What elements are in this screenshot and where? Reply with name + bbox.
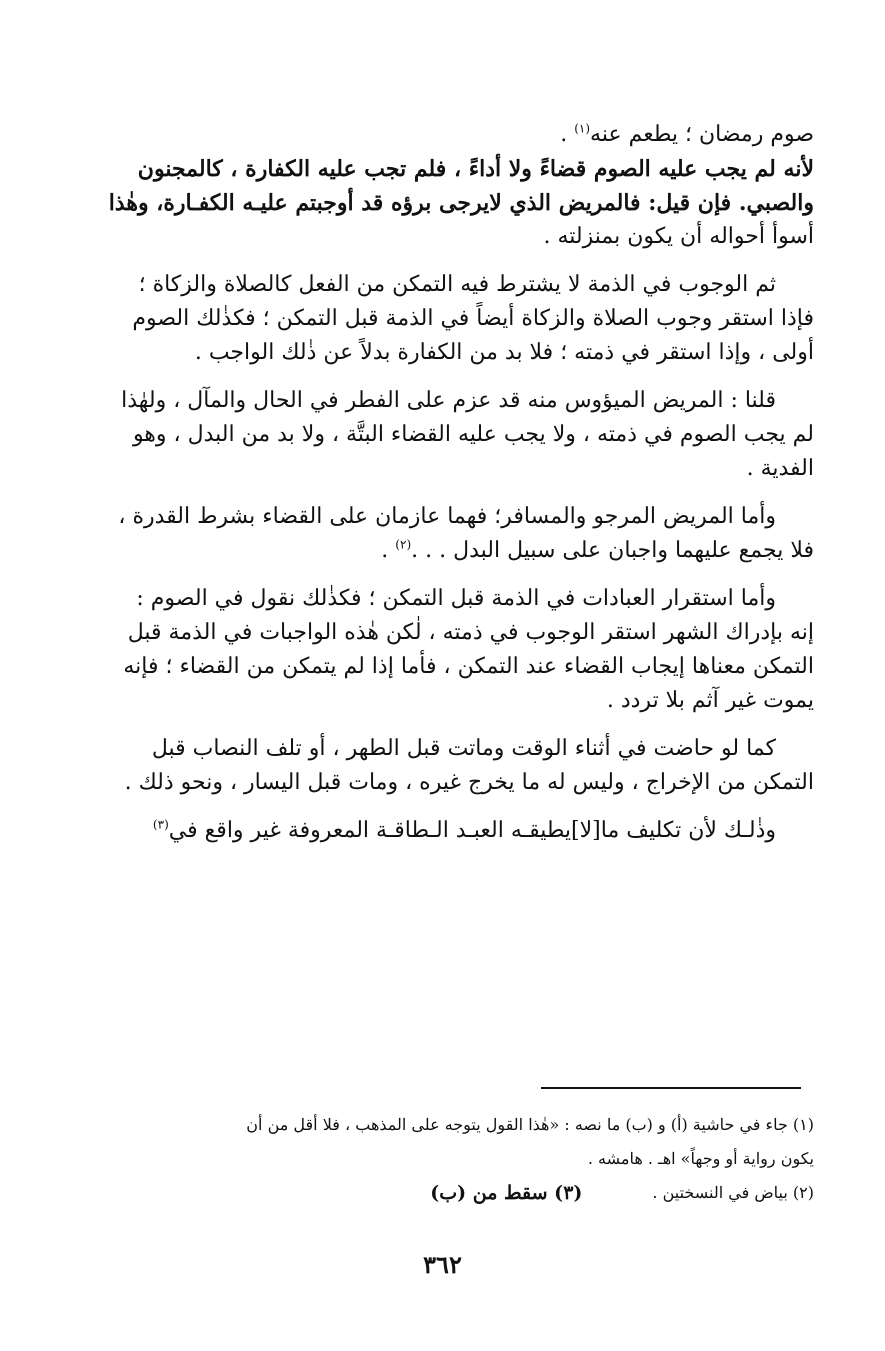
body-line-16: يموت غير آثم بلا تردد .	[606, 688, 814, 713]
body-line-12: فلا يجمع عليهما واجبان على سبيل البدل . . .$^{(٢)}$ .	[381, 537, 814, 563]
body-line-13: وأما استقرار العبادات في الذمة قبل التمكن ؛ فكذٰلك نقول في الصوم :	[136, 586, 776, 611]
body-line-9: لم يجب الصوم في ذمته ، ولا يجب عليه القضاء البتَّة ، ولا بد من البدل ، وهو	[132, 422, 814, 447]
body-line-17: كما لو حاضت في أثناء الوقت وماتت قبل الطهر ، أو تلف النصاب قبل	[151, 736, 776, 761]
body-line-14: إنه بإدراك الشهر استقر الوجوب في ذمته ، لٰكن هٰذه الواجبات في الذمة قبل	[127, 620, 814, 645]
body-line-7: أولى ، وإذا استقر في ذمته ؛ فلا بد من الكفارة بدلاً عن ذٰلك الواجب .	[194, 340, 814, 365]
body-line-3: والصبي. فإن قيل: فالمريض الذي لايرجى برؤه قد أوجبتم عليـه الكفـارة، وهٰذا	[108, 190, 814, 216]
footnote-1-line-1: (١) جاء في حاشية (أ) و (ب) ما نصه : «هٰذا القول يتوجه على المذهب ، فلا أقل من أن	[246, 1115, 814, 1134]
body-line-4: أسوأ أحواله أن يكون بمنزلته .	[543, 224, 814, 249]
footnote-3: (٣) سقط من (ب)	[430, 1182, 583, 1204]
body-line-1: صوم رمضان ؛ يطعم عنه$^{(١)}$ .	[560, 121, 814, 147]
body-line-6: فإذا استقر وجوب الصلاة والزكاة أيضاً في الذمة قبل التمكن ؛ فكذٰلك الصوم	[132, 306, 814, 331]
body-line-5: ثم الوجوب في الذمة لا يشترط فيه التمكن من الفعل كالصلاة والزكاة ؛	[138, 272, 776, 297]
footnote-ref-3[interactable]: (٣)	[152, 817, 169, 832]
body-line-15: التمكن معناها إيجاب القضاء عند التمكن ، فأما إذا لم يتمكن من القضاء ؛ فإنه	[123, 654, 814, 679]
body-line-19: وذٰلـك لأن تكليف ما[لا]يطيقـه العبـد الـطاقـة المعروفة غير واقع في$^{(٣)}$	[152, 817, 776, 843]
body-line-2: لأنه لم يجب عليه الصوم قضاءً ولا أداءً ، فلم تجب عليه الكفارة ، كالمجنون	[137, 156, 814, 182]
footnote-row-2-3	[72, 1176, 814, 1210]
footnote-1-line-2: يكون رواية أو وجهاً» اهـ . هامشه .	[587, 1149, 814, 1168]
footnotes	[72, 1108, 814, 1210]
footnote-divider	[541, 1087, 801, 1089]
footnote-ref-1[interactable]: (١)	[574, 121, 591, 136]
footnote-ref-2[interactable]: (٢)	[395, 537, 412, 552]
footnote-2: (٢) بياض في النسختين .	[652, 1183, 814, 1202]
body-line-8: قلنا : المريض الميؤوس منه قد عزم على الفطر في الحال والمآل ، ولهٰذا	[121, 388, 776, 413]
page-number: ٣٦٢	[423, 1250, 462, 1279]
body-line-10: الفدية .	[746, 456, 814, 481]
page-body	[72, 118, 814, 848]
body-line-18: التمكن من الإخراج ، وليس له ما يخرج غيره ، ومات قبل اليسار ، ونحو ذلك .	[124, 770, 814, 795]
body-line-11: وأما المريض المرجو والمسافر؛ فهما عازمان على القضاء بشرط القدرة ،	[118, 504, 776, 529]
